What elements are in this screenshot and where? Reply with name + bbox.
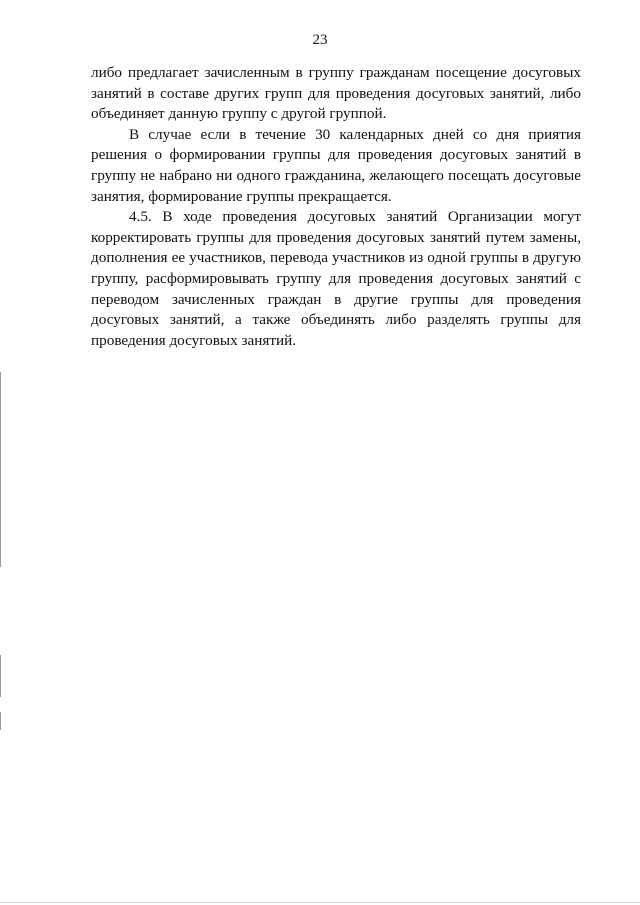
page-number: 23 [312,32,328,48]
scan-edge-mark [0,372,1,567]
document-body [91,63,581,351]
paragraph-section-4-5: 4.5. В ходе проведения досуговых занятий Организации могут корректировать группы для проведения досуговых занятий путем замены, дополнения ее участников, перевода участников из одной группы в другую группу, расформировывать группу для проведения досуговых занятий с переводом зачисленных граждан в другие группы для проведения досуговых занятий, а также объединять либо разделять группы для проведения досуговых занятий. [91,208,581,349]
scan-bottom-edge [0,902,640,903]
paragraph-group-termination: В случае если в течение 30 календарных дней со дня приятия решения о формировании группы для проведения досуговых занятий в группу не набрано ни одного гражданина, желающего посещать досуговые занятия, формирование группы прекращается. [91,125,581,205]
scan-edge-mark [0,712,1,730]
paragraph-continuation: либо предлагает зачисленным в группу гражданам посещение досуговых занятий в составе других групп для проведения досуговых занятий, либо объединяет данную группу с другой группой. [91,64,581,123]
scan-edge-mark [0,655,1,697]
